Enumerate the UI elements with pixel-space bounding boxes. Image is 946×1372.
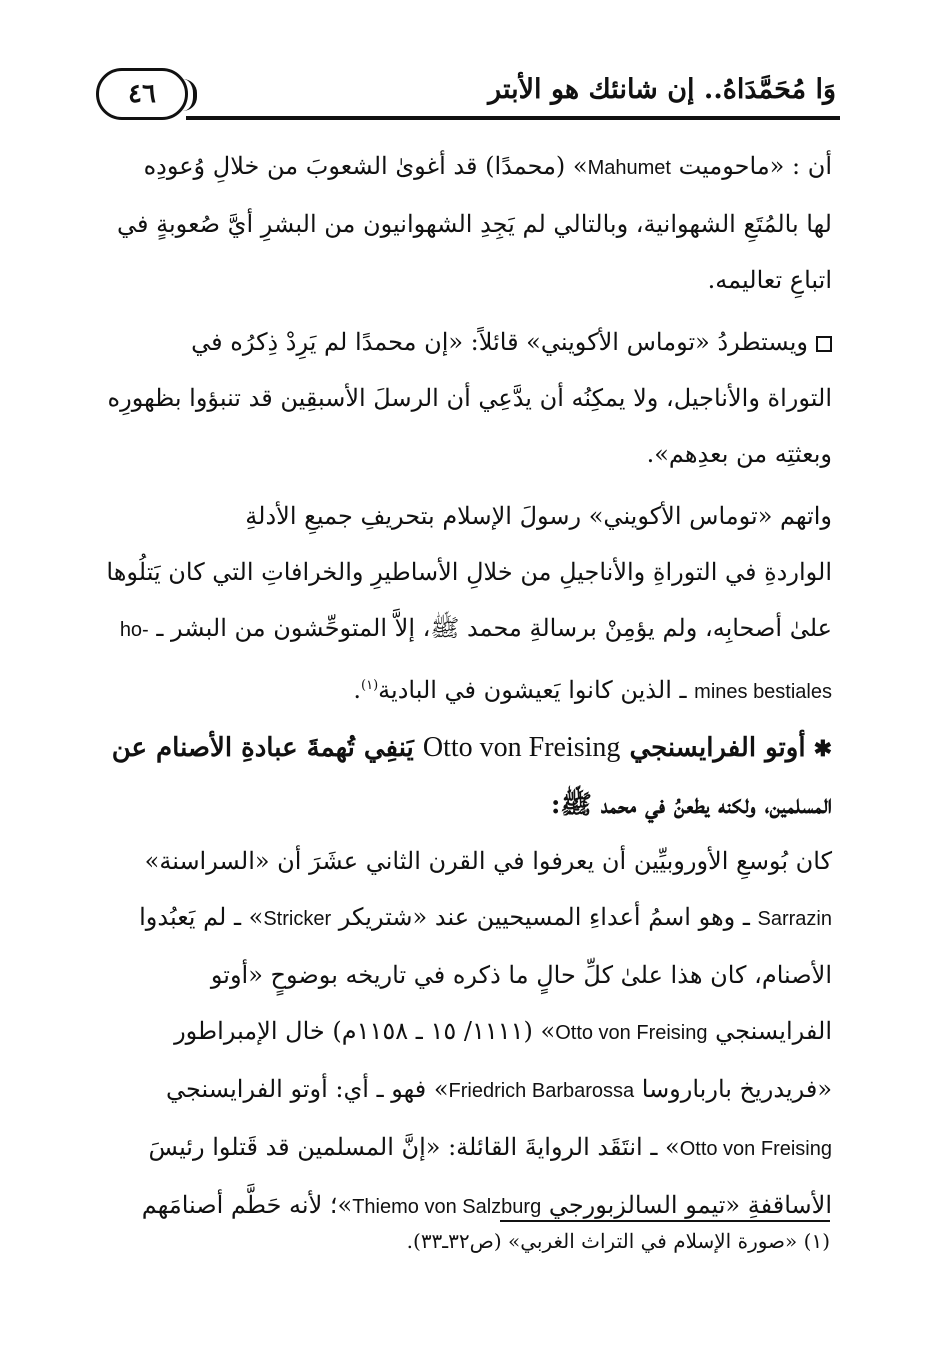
latin-term: mines bestiales bbox=[694, 681, 832, 703]
latin-term: Stricker bbox=[263, 908, 332, 930]
running-title: وَا مُحَمَّدَاهُ.. إن شانئك هو الأبتر bbox=[488, 74, 836, 105]
latin-term: Mahumet bbox=[587, 157, 671, 179]
text-line: mines bestiales ـ الذين كانوا يَعيشون في البادية$^{(١)}$. bbox=[353, 676, 832, 704]
text-line: ويستطردُ «توماس الأكويني» قائلاً: «إن محمدًا لم يَرِدْ ذِكرُه في bbox=[100, 314, 832, 370]
page-number: ٤٦ bbox=[96, 68, 188, 120]
text-line: أن : «ماحوميت Mahumet» (محمدًا) قد أغوىٰ الشعوبَ من خلالِ وُعودِه bbox=[143, 152, 832, 180]
footnote-marker: (١) bbox=[361, 678, 379, 693]
text-line: الواردةِ في التوراةِ والأناجيلِ من خلالِ الأساطيرِ والخرافاتِ التي كان يَتلُوها bbox=[106, 558, 832, 586]
text-line: Sarrazin ـ وهو اسمُ أعداءِ المسيحيين عند «شتريكر Stricker» ـ لم يَعبُدوا bbox=[139, 903, 832, 931]
text-line: الفرايسنجي Otto von Freising» (١١١١/ ١٥ ـ ١١٥٨م) خال الإمبراطور bbox=[174, 1017, 832, 1045]
text-line: علىٰ أصحابِه، ولم يؤمِنْ برسالةِ محمد ﷺ، إلاَّ المتوحِّشون من البشر ـ ho- bbox=[119, 614, 832, 642]
latin-term: Thiemo von Salzburg bbox=[352, 1196, 542, 1218]
latin-term: Otto von Freising bbox=[555, 1022, 708, 1044]
footnote-rule bbox=[500, 1220, 830, 1222]
paragraph-1 bbox=[100, 138, 832, 308]
heading-line: المسلمين، ولكنه يطعنُ في محمد ﷺ: bbox=[550, 790, 832, 820]
text-line: واتهم «توماس الأكويني» رسولَ الإسلام بتحريفِ جميعِ الأدلةِ bbox=[245, 502, 832, 530]
latin-term: Otto von Freising bbox=[679, 1138, 832, 1160]
heading-line: ✱أوتو الفرايسنجي Otto von Freising يَنفِي تُهمةَ عبادةِ الأصنام عن bbox=[111, 732, 832, 763]
latin-term: Sarrazin bbox=[757, 908, 832, 930]
page-body bbox=[100, 138, 832, 1235]
text-line: التوراة والأناجيل، ولا يمكِنُه أن يدَّعِي أن الرسلَ الأسبقِين قد تنبؤوا بظهورِه bbox=[107, 384, 832, 412]
text-line: Otto von Freising» ـ انتَقَد الروايةَ القائلة: «إنَّ المسلمين قد قَتلوا رئيسَ bbox=[148, 1133, 832, 1161]
text-line: وبعثتِه من بعدِهم». bbox=[646, 440, 832, 468]
text-line: الأصنام، كان هذا علىٰ كلِّ حالٍ ما ذكره في تاريخه بوضوحٍ «أوتو bbox=[210, 961, 832, 989]
footnote: (١) «صورة الإسلام في التراث الغربي» (ص٣٢ـ٣٣). bbox=[406, 1229, 830, 1253]
latin-term: Friedrich Barbarossa bbox=[448, 1080, 635, 1102]
page-header bbox=[96, 62, 840, 126]
text-line: كان بُوسعِ الأوروبيِّين أن يعرفوا في القرن الثاني عشَرَ أن «السراسنة» bbox=[144, 847, 832, 875]
text-line: اتباعِ تعاليمه. bbox=[707, 266, 832, 294]
section-heading bbox=[100, 720, 832, 833]
text-line: «فريدريخ بارباروسا Friedrich Barbarossa» فهو ـ أي: أوتو الفرايسنجي bbox=[165, 1075, 832, 1103]
header-rule bbox=[186, 116, 840, 120]
paragraph-3 bbox=[100, 488, 832, 720]
square-bullet-icon bbox=[816, 336, 832, 352]
asterisk-bullet-icon: ✱ bbox=[813, 736, 832, 762]
latin-term: ho- bbox=[119, 619, 149, 641]
latin-term: Otto von Freising bbox=[422, 732, 621, 763]
text-line: الأساقفةِ «تيمو السالزبورجي Thiemo von Salzburg»؛ لأنه حَطَّم أصنامَهم bbox=[141, 1191, 832, 1219]
paragraph-4 bbox=[100, 833, 832, 1235]
text-line: لها بالمُتَعِ الشهوانية، وبالتالي لم يَجِدِ الشهوانيون من البشرِ أيَّ صُعوبةٍ في bbox=[117, 210, 832, 238]
paragraph-2 bbox=[100, 314, 832, 482]
